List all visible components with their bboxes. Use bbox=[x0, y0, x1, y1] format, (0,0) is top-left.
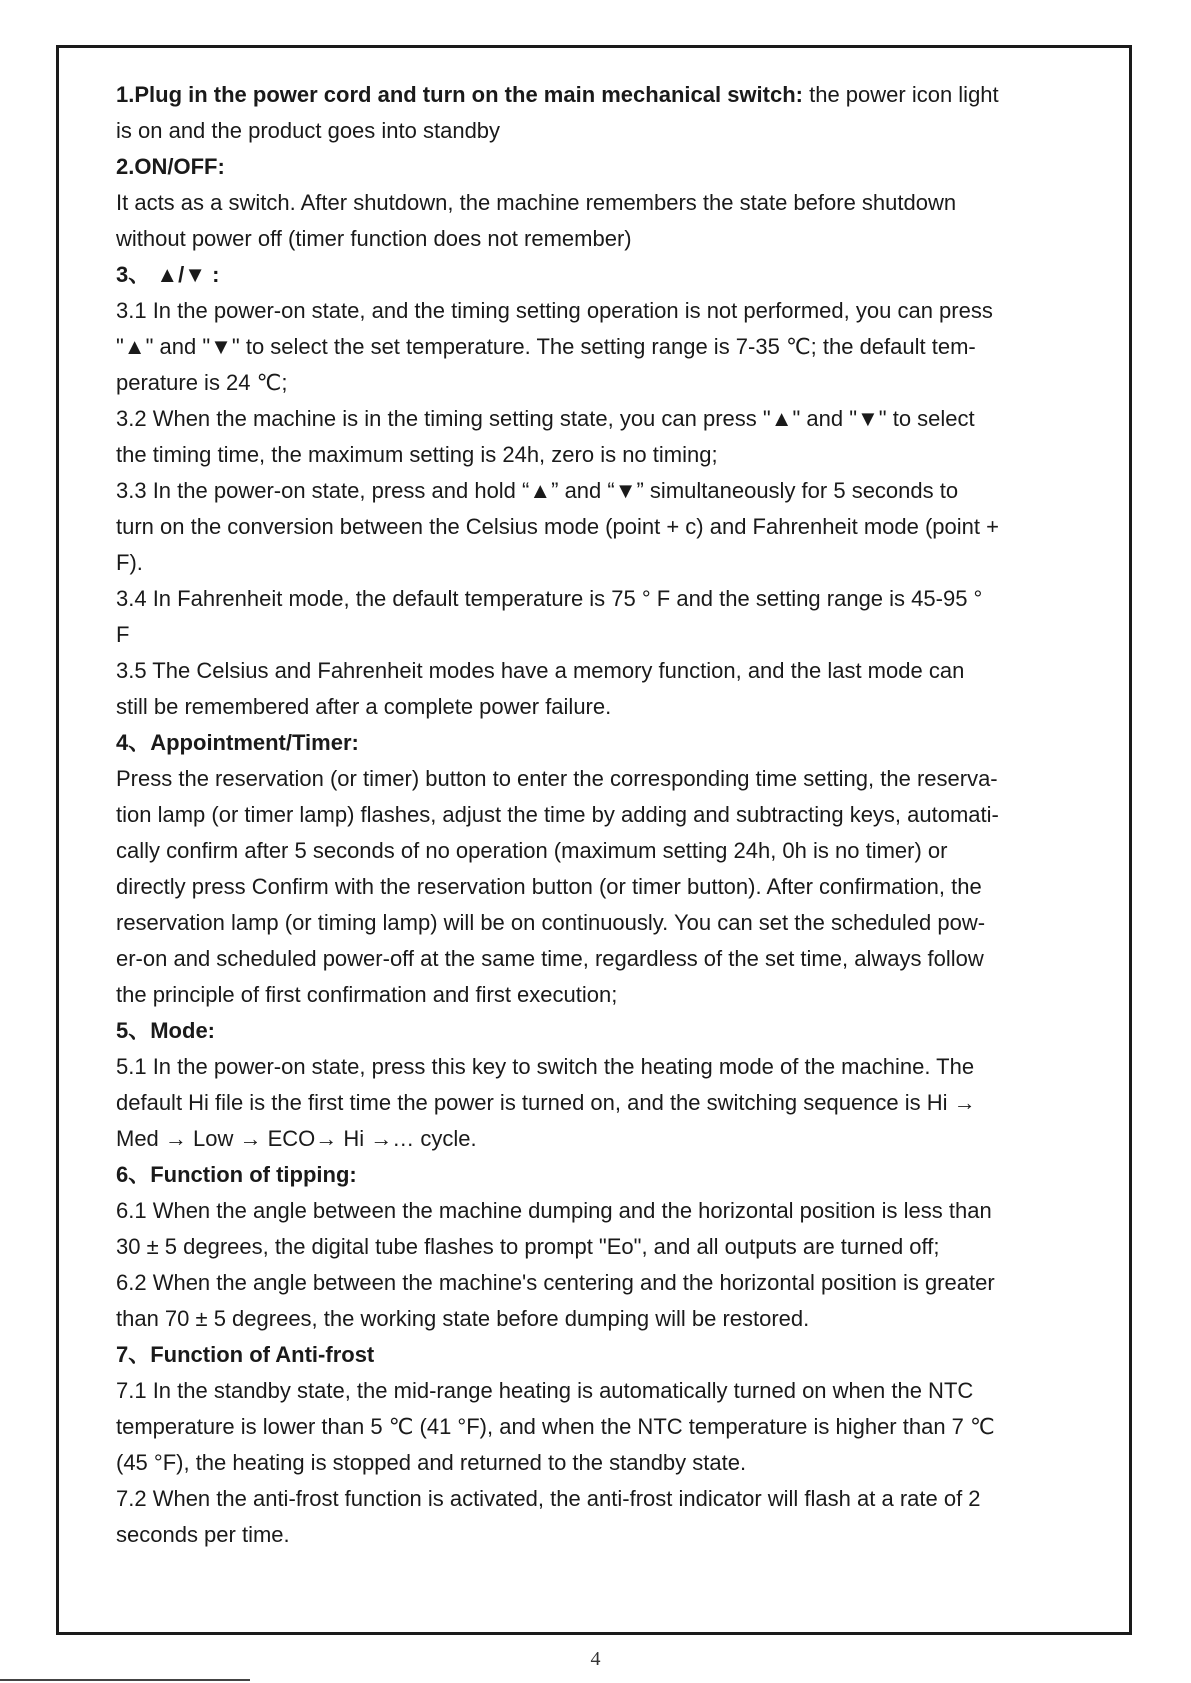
page-number: 4 bbox=[590, 1648, 601, 1670]
section-6-line-1: 6.1 When the angle between the machine dumping and the horizontal position is less than bbox=[116, 1198, 992, 1223]
section-5-heading: 5、Mode: bbox=[116, 1018, 216, 1043]
section-1-line-2: is on and the product goes into standby bbox=[116, 118, 501, 143]
section-3-1-line-1: 3.1 In the power-on state, and the timing setting operation is not performed, you can press bbox=[116, 298, 993, 323]
section-mode bbox=[116, 1013, 1088, 1157]
scan-edge-mark bbox=[0, 1679, 250, 1681]
section-4-line-4: directly press Confirm with the reservation button (or timer button). After confirmation, the bbox=[116, 874, 982, 899]
section-6-line-2: 30 ± 5 degrees, the digital tube flashes to prompt "Eo", and all outputs are turned off; bbox=[116, 1234, 940, 1259]
section-6-line-3: 6.2 When the angle between the machine's centering and the horizontal position is greater bbox=[116, 1270, 995, 1295]
section-timer bbox=[116, 725, 1088, 1013]
section-4-line-1: Press the reservation (or timer) button to enter the corresponding time setting, the reserva- bbox=[116, 766, 998, 791]
section-3-1-line-3: perature is 24 ℃; bbox=[116, 370, 288, 395]
section-3-heading: 3、 ▲/▼ : bbox=[116, 262, 220, 287]
section-6-heading: 6、Function of tipping: bbox=[116, 1162, 357, 1187]
section-3-3-line-1: 3.3 In the power-on state, press and hold “▲” and “▼” simultaneously for 5 seconds to bbox=[116, 478, 959, 503]
section-2-line-2: without power off (timer function does not remember) bbox=[116, 226, 632, 251]
section-1-text: the power icon light bbox=[802, 82, 999, 107]
section-4-line-7: the principle of first confirmation and first execution; bbox=[116, 982, 618, 1007]
section-1-heading: 1.Plug in the power cord and turn on the main mechanical switch: bbox=[116, 82, 803, 107]
section-anti-frost bbox=[116, 1337, 1088, 1553]
section-3-5-line-2: still be remembered after a complete power failure. bbox=[116, 694, 612, 719]
section-up-down bbox=[116, 257, 1088, 725]
section-4-heading: 4、Appointment/Timer: bbox=[116, 730, 359, 755]
section-3-5-line-1: 3.5 The Celsius and Fahrenheit modes have a memory function, and the last mode can bbox=[116, 658, 965, 683]
section-2-heading: 2.ON/OFF: bbox=[116, 154, 225, 179]
section-7-line-4: 7.2 When the anti-frost function is activated, the anti-frost indicator will flash at a rate of 2 bbox=[116, 1486, 981, 1511]
section-3-1-line-2: "▲" and "▼" to select the set temperature. The setting range is 7-35 ℃; the default tem- bbox=[116, 334, 976, 359]
section-7-line-5: seconds per time. bbox=[116, 1522, 290, 1547]
section-3-2-line-2: the timing time, the maximum setting is 24h, zero is no timing; bbox=[116, 442, 718, 467]
section-4-line-3: cally confirm after 5 seconds of no operation (maximum setting 24h, 0h is no timer) or bbox=[116, 838, 948, 863]
section-2-line-1: It acts as a switch. After shutdown, the machine remembers the state before shutdown bbox=[116, 190, 957, 215]
manual-content bbox=[116, 77, 1088, 1553]
section-7-heading: 7、Function of Anti-frost bbox=[116, 1342, 375, 1367]
section-on-off bbox=[116, 149, 1088, 257]
section-3-3-line-2: turn on the conversion between the Celsius mode (point + c) and Fahrenheit mode (point + bbox=[116, 514, 999, 539]
section-3-4-line-1: 3.4 In Fahrenheit mode, the default temperature is 75 ° F and the setting range is 45-95 ° bbox=[116, 586, 983, 611]
section-power-cord bbox=[116, 77, 1088, 149]
section-7-line-1: 7.1 In the standby state, the mid-range heating is automatically turned on when the NTC bbox=[116, 1378, 974, 1403]
section-6-line-4: than 70 ± 5 degrees, the working state before dumping will be restored. bbox=[116, 1306, 810, 1331]
section-1-line-1 bbox=[116, 77, 1088, 113]
section-3-3-line-3: F). bbox=[116, 550, 143, 575]
section-3-4-line-2: F bbox=[116, 622, 130, 647]
section-3-2-line-1: 3.2 When the machine is in the timing setting state, you can press "▲" and "▼" to select bbox=[116, 406, 975, 431]
section-7-line-3: (45 °F), the heating is stopped and returned to the standby state. bbox=[116, 1450, 747, 1475]
section-4-line-5: reservation lamp (or timing lamp) will be on continuously. You can set the scheduled pow- bbox=[116, 910, 986, 935]
section-7-line-2: temperature is lower than 5 ℃ (41 °F), and when the NTC temperature is higher than 7 ℃ bbox=[116, 1414, 995, 1439]
section-5-line-1: 5.1 In the power-on state, press this key to switch the heating mode of the machine. The bbox=[116, 1054, 975, 1079]
section-5-line-2: default Hi file is the first time the power is turned on, and the switching sequence is Hi → bbox=[116, 1090, 976, 1115]
section-4-line-2: tion lamp (or timer lamp) flashes, adjust the time by adding and subtracting keys, automati- bbox=[116, 802, 999, 827]
section-4-line-6: er-on and scheduled power-off at the same time, regardless of the set time, always follow bbox=[116, 946, 984, 971]
section-5-line-3: Med → Low → ECO→ Hi →… cycle. bbox=[116, 1126, 477, 1151]
section-tipping bbox=[116, 1157, 1088, 1337]
